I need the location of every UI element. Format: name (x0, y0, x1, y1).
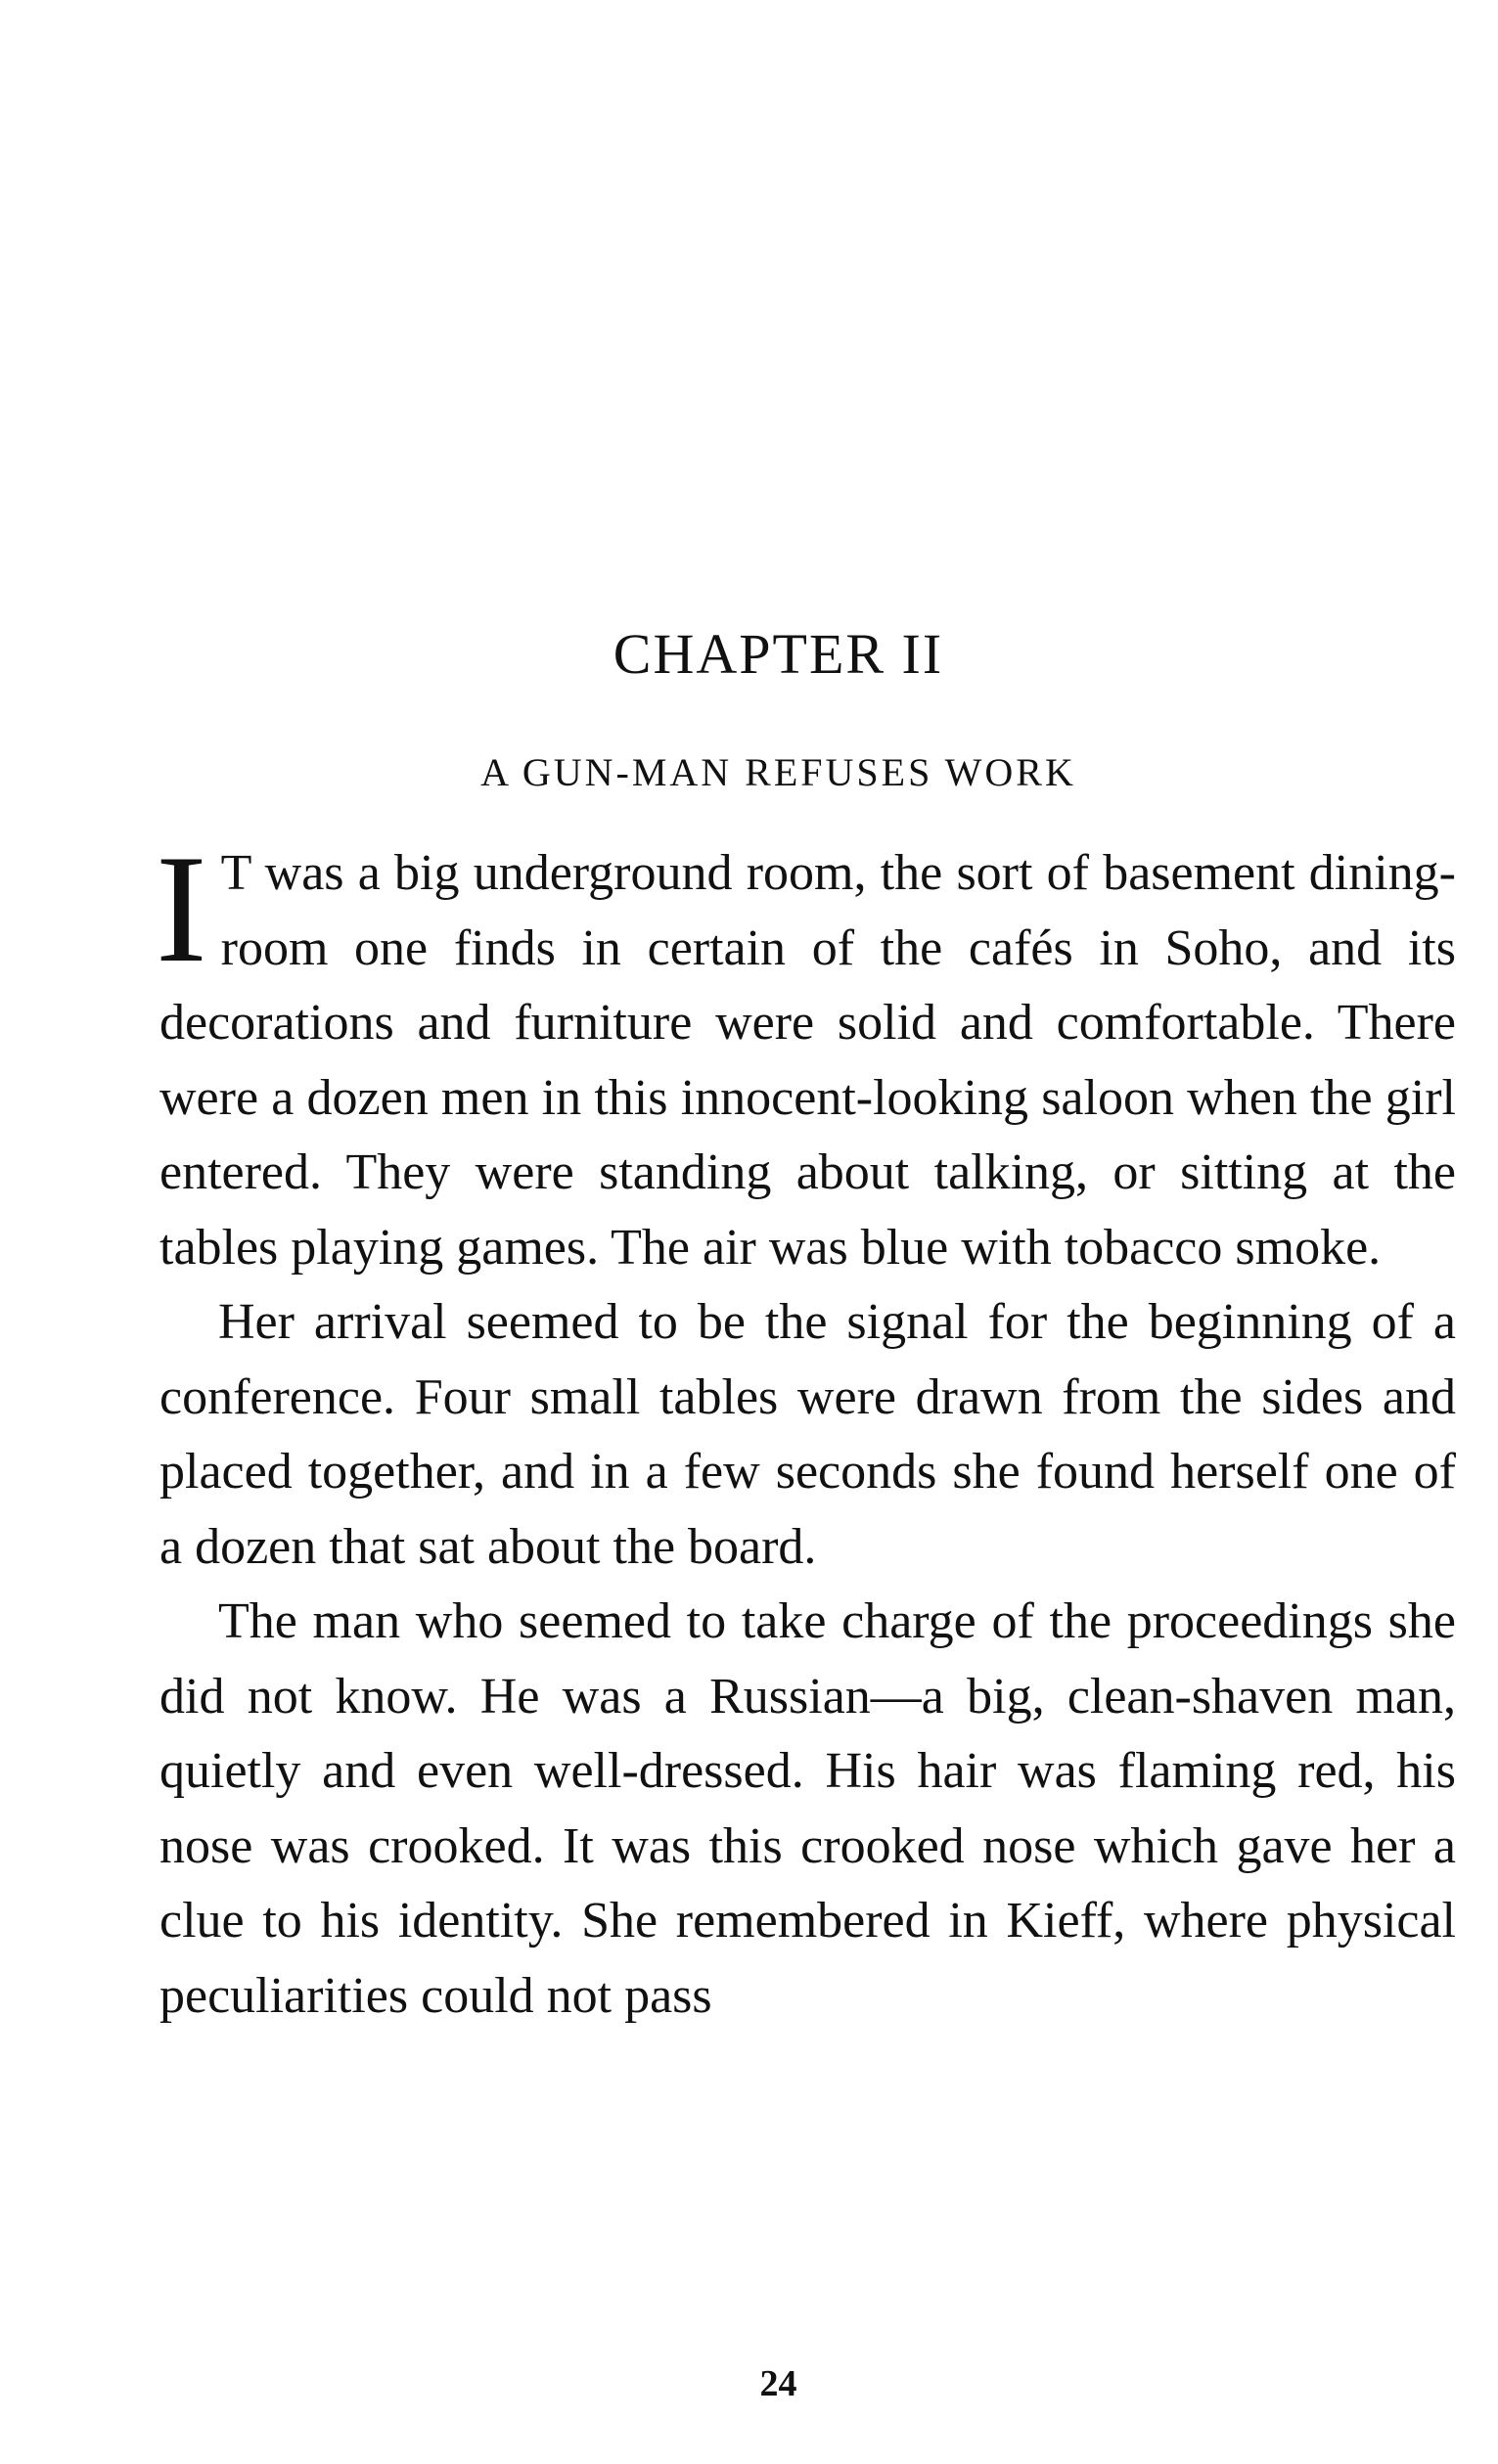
chapter-heading: CHAPTER II (613, 622, 944, 686)
body-text (156, 824, 1456, 2034)
page-number: 24 (759, 2363, 797, 2404)
paragraph-3: The man who seemed to take charge of the proceedings she did not know. He was a Russian—a big, clean-shaven man, quietly and even well-dressed. His hair was flaming red, his nose was crooked. It was this crooked nose which gave her a clue to his identity. She remembered in Kieff, where physical peculiarities could not pass (159, 1593, 1456, 2024)
paragraph-1-text: T was a big underground room, the sort of basement dining-room one finds in certain of the cafés in Soho, and its decorations and furniture were solid and comfortable. There were a dozen men in this innocent-looking saloon when the girl entered. They were standing about talking, or sitting at the tables playing games. The air was blue with tobacco smoke. (159, 845, 1456, 1276)
paragraph-1 (156, 824, 1456, 1285)
chapter-subtitle: A GUN-MAN REFUSES WORK (480, 750, 1076, 794)
paragraph-2: Her arrival seemed to be the signal for the beginning of a conference. Four small tables were drawn from the sides and placed together, and in a few seconds she found herself one of a dozen that sat about the board. (159, 1294, 1456, 1575)
drop-cap: I (156, 824, 207, 995)
